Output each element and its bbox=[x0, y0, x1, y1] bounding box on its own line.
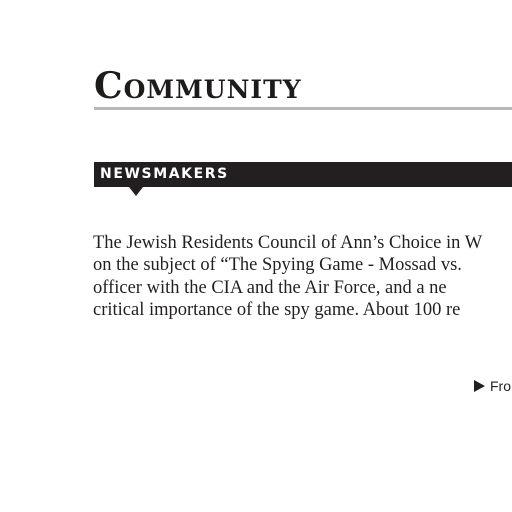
continue-link-label: Fro bbox=[490, 378, 511, 394]
article-line: The Jewish Residents Council of Ann’s Choice in W bbox=[93, 233, 483, 253]
article-line: officer with the CIA and the Air Force, and a ne bbox=[93, 277, 447, 298]
continue-link[interactable] bbox=[474, 377, 511, 395]
title-divider bbox=[94, 107, 512, 110]
article-line: critical importance of the spy game. About 100 re bbox=[93, 299, 461, 320]
tab-pointer-icon bbox=[129, 187, 143, 196]
arrow-right-icon bbox=[474, 380, 485, 392]
newsmakers-tab-bar bbox=[94, 162, 512, 187]
article-body bbox=[93, 232, 512, 321]
newsmakers-label: NEWSMAKERS bbox=[100, 166, 229, 182]
section-title: Community bbox=[94, 65, 302, 107]
article-line: on the subject of “The Spying Game - Mossad vs. bbox=[93, 255, 462, 276]
